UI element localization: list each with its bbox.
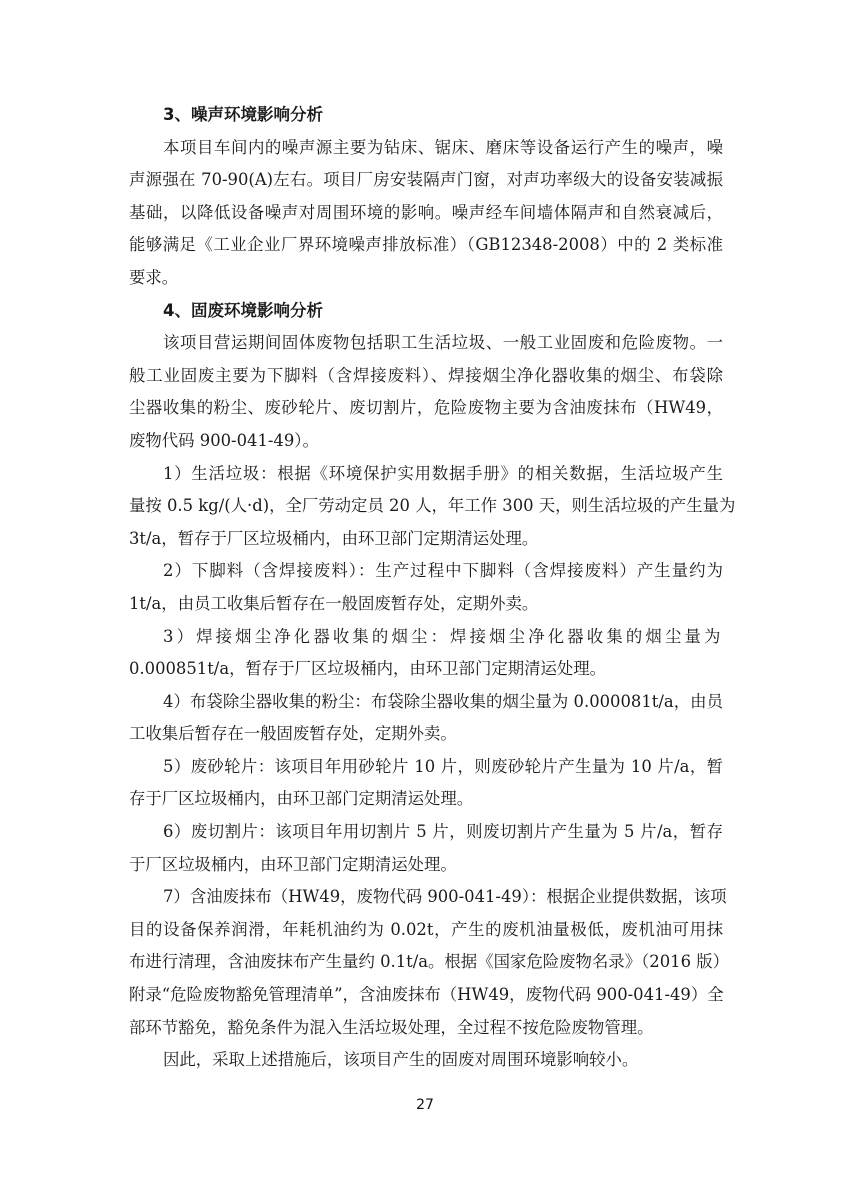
paragraph-item-3-welding-fume — [129, 621, 723, 686]
text-line: 废物代码 900-041-49）。 — [129, 430, 319, 450]
text-line: 工收集后暂存在一般固废暂存处，定期外卖。 — [129, 724, 457, 744]
text-line: 般工业固废主要为下脚料（含焊接废料）、焊接烟尘净化器收集的烟尘、布袋除 — [129, 365, 723, 385]
section-heading-noise: 3、噪声环境影响分析 — [163, 105, 323, 124]
paragraph-item-1-domestic-waste — [129, 458, 736, 556]
paragraph-item-4-bag-dust — [129, 686, 723, 751]
text-line: 3t/a，暂存于厂区垃圾桶内，由环卫部门定期清运处理。 — [129, 528, 539, 548]
section-heading-solid-waste: 4、固废环境影响分析 — [163, 300, 323, 320]
text-line: 声源强在 70-90(A)左右。项目厂房安装隔声门窗，对声功率级大的设备安装减振 — [129, 170, 723, 190]
text-line: 本项目车间内的噪声源主要为钻床、锯床、磨床等设备运行产生的噪声，噪 — [163, 137, 723, 157]
text-line: 尘器收集的粉尘、废砂轮片、废切割片，危险废物主要为含油废抹布（HW49， — [129, 398, 723, 418]
text-line: 布进行清理，含油废抹布产生量约 0.1t/a。根据《国家危险废物名录》（2016 版） — [129, 952, 729, 972]
text-line: 要求。 — [129, 267, 179, 287]
text-line: 3）焊接烟尘净化器收集的烟尘：焊接烟尘净化器收集的烟尘量为 — [163, 626, 723, 646]
text-line: 部环节豁免，豁免条件为混入生活垃圾处理，全过程不按危险废物管理。 — [129, 1017, 654, 1037]
text-line: 1t/a，由员工收集后暂存在一般固废暂存处，定期外卖。 — [129, 593, 539, 613]
text-line: 2）下脚料（含焊接废料）：生产过程中下脚料（含焊接废料）产生量约为 — [163, 561, 723, 581]
text-line: 量按 0.5 kg/(人·d)，全厂劳动定员 20 人，年工作 300 天，则生活垃圾的产生量为 — [129, 496, 736, 516]
text-line: 能够满足《工业企业厂界环境噪声排放标准）（GB12348-2008）中的 2 类标准 — [129, 235, 723, 255]
text-line: 存于厂区垃圾桶内，由环卫部门定期清运处理。 — [129, 789, 474, 809]
paragraph-item-2-scrap — [129, 555, 723, 620]
text-line: 1）生活垃圾：根据《环境保护实用数据手册》的相关数据，生活垃圾产生 — [163, 463, 723, 483]
text-line: 附录“危险废物豁免管理清单”，含油废抹布（HW49，废物代码 900-041-49）全 — [129, 985, 724, 1005]
paragraph-item-7-oily-rags — [129, 881, 729, 1044]
text-line: 4）布袋除尘器收集的粉尘：布袋除尘器收集的烟尘量为 0.000081t/a，由员 — [163, 691, 723, 711]
text-line: 因此，采取上述措施后，该项目产生的固废对周围环境影响较小。 — [163, 1050, 639, 1070]
paragraph-item-6-cutting-discs — [129, 816, 723, 881]
text-line: 7）含油废抹布（HW49，废物代码 900-041-49）：根据企业提供数据，该项 — [163, 887, 727, 907]
text-line: 目的设备保养润滑，年耗机油约为 0.02t，产生的废机油量极低，废机油可用抹 — [129, 919, 723, 939]
document-page — [129, 99, 736, 1077]
paragraph-noise-sources — [129, 132, 723, 295]
text-line: 0.000851t/a，暂存于厂区垃圾桶内，由环卫部门定期清运处理。 — [129, 659, 607, 679]
text-line: 5）废砂轮片：该项目年用砂轮片 10 片，则废砂轮片产生量为 10 片/a，暂 — [163, 756, 723, 776]
text-line: 6）废切割片：该项目年用切割片 5 片，则废切割片产生量为 5 片/a，暂存 — [163, 822, 723, 842]
text-line: 该项目营运期间固体废物包括职工生活垃圾、一般工业固废和危险废物。一 — [163, 333, 723, 353]
text-line: 基础，以降低设备噪声对周围环境的影响。噪声经车间墙体隔声和自然衰减后， — [129, 202, 723, 222]
paragraph-item-5-grinding-wheels — [129, 751, 723, 816]
paragraph-solid-waste-overview — [129, 327, 723, 457]
text-line: 于厂区垃圾桶内，由环卫部门定期清运处理。 — [129, 854, 457, 874]
page-number: 27 — [416, 1097, 434, 1113]
paragraph-conclusion — [129, 1044, 723, 1077]
